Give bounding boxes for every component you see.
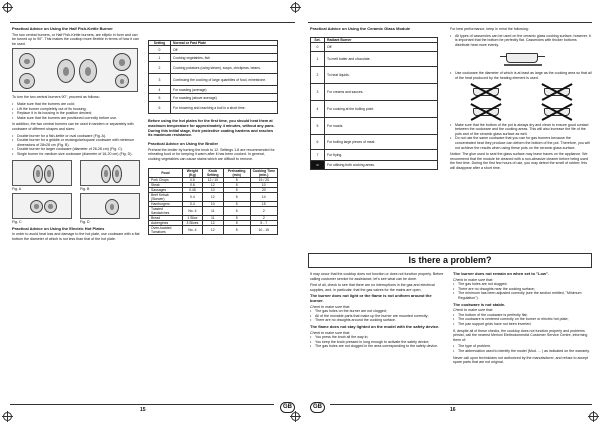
- table-cell: 5: [311, 117, 325, 134]
- problems-left-column: [310, 272, 446, 351]
- wrong-cookware-icons: [450, 83, 592, 101]
- col-header: Normal or Fast Plate: [171, 41, 278, 46]
- left-column: [12, 27, 140, 243]
- table-cell: 0.4: [183, 201, 203, 206]
- table-row: [311, 42, 438, 51]
- burner-icon: [79, 59, 97, 83]
- wrong-pan-icon: [467, 103, 505, 121]
- list-item: • Make sure that the bottom of the pot is always dry and clean to ensure good contact between the cookware and the cooking areas. This will also increase the life of the pots and of the ceramic glass surface as well.: [450, 123, 592, 137]
- registration-mark-icon: [291, 3, 300, 12]
- table-cell: 10: [202, 187, 223, 192]
- list-item: • The bottom of the cookware is perfectly flat;: [453, 313, 592, 318]
- table-cell: For browning and reaching a boil in a short time.: [171, 102, 278, 114]
- right-column: [148, 40, 278, 235]
- col-header: Radiant Burner: [325, 37, 438, 42]
- table-row: [149, 54, 278, 62]
- table-cell: Toasted Sandwiches: [149, 206, 183, 215]
- cooktop-illustration: [12, 48, 138, 92]
- problem-final: Never call upon technicians not authorized by the manufacturer, and refuse to accept spare parts that are not original.: [453, 355, 589, 365]
- table-cell: Bread: [149, 215, 183, 220]
- problem-4-more: If, despite all of these checks, the cooktop does not function properly and problems persist, call the nearest Merloni Elettrodomestici Customer Service Centre, informing them of:: [453, 328, 588, 342]
- table-cell: No. 4: [183, 206, 203, 215]
- table-cell: 5: [223, 177, 250, 182]
- page-16: [300, 0, 600, 424]
- list-item: • Double burner for larger cookware (diameter of 26-28 cm) (Fig. C).: [12, 147, 140, 152]
- problem-3-title: The burner does not remain on when set to "Low".: [453, 271, 550, 276]
- table-cell: 12: [202, 220, 223, 225]
- col-header: Weight (Kg): [183, 168, 203, 177]
- wrong-pan-icon: [467, 83, 505, 101]
- figure-a: [12, 160, 72, 192]
- list-item: • The gas holes on the burner are not clogged;: [310, 309, 446, 314]
- registration-mark-icon: [3, 3, 12, 12]
- table-row: [149, 102, 278, 114]
- header-rule: [10, 22, 295, 23]
- list-item: • The cookware is centered correctly on the burner or electric hot plate;: [453, 317, 592, 322]
- burner-icon: [105, 199, 119, 215]
- glue-notice: Notice: The glue used to seal the glass surface may leave traces on the appliance. We recommend that the module be cleaned with a non-abrasive cleaner before being used the first time. During the first few hours of use, you may detect the smell of rubber; this will disappear after a short time.: [450, 152, 589, 170]
- registration-mark-icon: [589, 412, 598, 421]
- table-cell: 5: [223, 225, 250, 234]
- fig-d-label: Fig. D: [80, 220, 90, 225]
- language-badge: GB: [310, 402, 325, 413]
- table-row: [149, 225, 278, 234]
- table-cell: For roasts.: [325, 117, 438, 134]
- list-item: • Make sure that the burners are cold;: [12, 102, 140, 107]
- table-cell: 10 - 15: [250, 225, 277, 234]
- registration-mark-icon: [291, 412, 300, 421]
- table-cell: 2: [250, 206, 277, 215]
- table-row: [311, 51, 438, 66]
- figure-b: [80, 160, 140, 192]
- table-cell: For roasting (average): [171, 86, 278, 94]
- list-item: • The type of problem.: [453, 344, 592, 349]
- radiant-burner-table: [310, 37, 438, 170]
- table-cell: For boiling large pieces of meat.: [325, 134, 438, 149]
- broiler-text: Preheat the broiler by turning the knob to 12. Settings 1-8 are recommended for reheating food or for keeping it warm after it has been cooked. In general, cooking vegetables can cause stains which are difficult to remove.: [148, 147, 275, 161]
- table-cell: Off: [171, 46, 278, 54]
- burner-icon: [30, 200, 43, 213]
- list-item: • The pan support grids have not been inverted.: [453, 322, 592, 327]
- list-item: • The abbreviation used to identify the model (Mod. ... ) as indicated on the warranty.: [453, 349, 592, 354]
- table-row: [311, 100, 438, 117]
- hf-steps-list: [12, 102, 140, 120]
- problem-1-title: The burner does not light or the flame is not uniform around the burner.: [310, 293, 432, 303]
- section-title: Is there a problem?: [308, 253, 592, 268]
- table-cell: 6: [311, 134, 325, 149]
- list-item: • Lift the burner completely out of its housing;: [12, 107, 140, 112]
- table-cell: Beef Kebab (Skewer): [149, 192, 183, 201]
- problem-4-title: The cookware is not stable.: [453, 301, 506, 307]
- table-cell: 5: [223, 187, 250, 192]
- wrong-pan-icon: [538, 103, 576, 121]
- best-perf-intro: For best performance, keep in mind the following:: [450, 27, 529, 31]
- figures-row-2: [12, 193, 140, 225]
- table-cell: 12: [202, 192, 223, 201]
- table-cell: 5: [223, 201, 250, 206]
- fig-c-label: Fig. C: [12, 220, 22, 225]
- burner-icon: [57, 59, 75, 83]
- table-cell: For utilising both cooking areas.: [325, 160, 438, 169]
- table-cell: Pork Chops: [149, 177, 183, 182]
- table-cell: For cooking at the boiling point.: [325, 100, 438, 117]
- burner-icon: [44, 165, 54, 183]
- header-rule: [308, 22, 592, 23]
- table-cell: For frying.: [325, 149, 438, 160]
- table-header-row: [149, 168, 278, 177]
- table-cell: 1: [149, 54, 171, 62]
- table-cell: 2: [311, 66, 325, 83]
- table-cell: 15: [250, 201, 277, 206]
- table-cell: 2: [149, 62, 171, 74]
- table-cell: 1 Slice: [183, 215, 203, 220]
- table-cell: 0: [311, 42, 325, 51]
- wrong-cookware-icons-2: [450, 103, 592, 121]
- list-item: • You keep the knob pressed in long enough to activate the safety device;: [310, 340, 446, 345]
- problem-2-check: Check to make sure that:: [310, 330, 350, 335]
- table-cell: Hamburgers: [149, 201, 183, 206]
- table-cell: No. 4: [183, 225, 203, 234]
- table-cell: 6: [149, 102, 171, 114]
- table-row: [149, 94, 278, 102]
- burner-icon: [112, 165, 122, 183]
- problem-1-check: Check to make sure that:: [310, 304, 350, 309]
- list-item: • Do not use the same cookware that you use for gas burners because the concentrated heat they produce can deform the bottom of the pot. Therefore, you will not achieve the results when using these pots on the ceramic glass surface.: [450, 136, 592, 150]
- table-row: [311, 149, 438, 160]
- table-cell: 5: [223, 192, 250, 201]
- col-header: Set.: [311, 37, 325, 42]
- table-cell: For roasting (above average): [171, 94, 278, 102]
- table-cell: 20: [250, 187, 277, 192]
- table-row: [311, 83, 438, 100]
- list-item: • There are no draughts near the cooking surface;: [453, 287, 592, 292]
- list-item: • Single burner for medium size cookware (diameter of 16-20 cm) (Fig. D).: [12, 152, 140, 157]
- table-row: [149, 192, 278, 201]
- table-row: [149, 177, 278, 182]
- list-item: • Double burner for a fish-kettle or oval cookware (Fig. A).: [12, 134, 140, 139]
- table-cell: 0.45: [183, 187, 203, 192]
- table-cell: Cooking potatoes (using steam), soups, chickpeas, beans.: [171, 62, 278, 74]
- table-cell: 3 Slices: [183, 220, 203, 225]
- table-row: [149, 86, 278, 94]
- hf-options-list: [12, 134, 140, 157]
- problem-first: First of all, check to see that there are no interruptions in the gas and electrical supplies, and, in particular, that the gas valves for the mains are open.: [310, 283, 435, 292]
- broiler-food-table: [148, 168, 278, 235]
- table-cell: 12 / 10: [202, 177, 223, 182]
- col-header: Food: [149, 168, 183, 177]
- table-cell: 5: [223, 220, 250, 225]
- right-column: [450, 27, 592, 173]
- table-cell: Continuing the cooking of large quantities of food, minestrone.: [171, 74, 278, 86]
- table-cell: 3: [149, 74, 171, 86]
- hf-addition: In addition, the two central burners can be used in tandem or separately with cookware of different shapes and sizes:: [12, 122, 134, 131]
- table-cell: 10: [202, 201, 223, 206]
- broiler-title: Practical Advice on Using the Broiler: [148, 141, 219, 147]
- table-cell: 5: [223, 215, 250, 220]
- table-cell: 5: [149, 94, 171, 102]
- problem-3-check: Check to make sure that:: [453, 277, 493, 282]
- registration-mark-icon: [3, 412, 12, 421]
- footer-rule: [10, 404, 274, 405]
- table-cell: Oven-toasted Tomatoes: [149, 225, 183, 234]
- wrong-pan-icon: [538, 83, 576, 101]
- col-header: Cooking Time (min.): [250, 168, 277, 177]
- table-cell: 0: [149, 46, 171, 54]
- table-cell: Cooking vegetables, fish: [171, 54, 278, 62]
- col-header: Knob Setting: [202, 168, 223, 177]
- table-cell: 1: [311, 51, 325, 66]
- list-item: • All types of casseroles can be used on the ceramic glass cooking surface; however, it is important that the bottom be perfectly flat. Casseroles with thicker bottoms distribute heat more evenly.: [450, 34, 592, 48]
- pan-icon: [500, 49, 546, 69]
- table-cell: 7: [311, 149, 325, 160]
- table-cell: 2: [250, 215, 277, 220]
- col-header: Preheating (min): [223, 168, 250, 177]
- burner-icon: [101, 165, 111, 183]
- burner-icon: [19, 53, 35, 69]
- problem-2-title: The flame does not stay lighted on the model with the safety device.: [310, 323, 440, 329]
- table-row: [311, 117, 438, 134]
- hf-title: Practical Advice on Using the Half Fish-Kettle Burner: [12, 26, 113, 31]
- table-cell: Steak: [149, 182, 183, 187]
- table-cell: ••: [311, 160, 325, 169]
- left-column: [310, 27, 440, 170]
- table-cell: 4: [149, 86, 171, 94]
- ep-title: Practical Advice on Using the Electric Hot Plates: [12, 225, 105, 231]
- problems-right-column: [453, 272, 592, 367]
- page-number: 16: [450, 407, 456, 413]
- table-cell: Sausages: [149, 187, 183, 192]
- footer-rule: [330, 404, 592, 405]
- list-item: • You press the knob all the way in;: [310, 335, 446, 340]
- burner-icon: [33, 165, 43, 183]
- table-cell: 14: [250, 192, 277, 201]
- problem-intro: It may occur that the cooktop does not function or does not function properly. Before calling customer service for assistance, let's see what can be done.: [310, 272, 444, 281]
- table-cell: 3: [311, 83, 325, 100]
- table-row: [149, 46, 278, 54]
- fig-a-label: Fig. A: [12, 186, 22, 191]
- burner-icon: [19, 73, 35, 89]
- fig-b-label: Fig. B: [80, 186, 90, 191]
- table-row: [149, 206, 278, 215]
- table-cell: To heat liquids.: [325, 66, 438, 83]
- cg-title: Practical Advice on Using the Ceramic Glass Module: [310, 26, 411, 31]
- list-item: • The gas holes are not clogged;: [453, 282, 592, 287]
- figure-d: [80, 193, 140, 225]
- list-item: • Replace it in its housing in the position desired;: [12, 111, 140, 116]
- table-cell: 11: [202, 215, 223, 220]
- page-number: 15: [140, 407, 146, 413]
- table-cell: 0.6: [183, 182, 203, 187]
- table-row: [149, 74, 278, 86]
- hf-intro: The two central burners, or Half Fish-Kettle burners, are elliptic in form and can be turned up to 90°. This makes the cooktop more flexible in terms of how it can be used.: [12, 32, 139, 46]
- setting-table: [148, 40, 278, 114]
- table-row: [311, 134, 438, 149]
- burner-icon: [115, 74, 129, 88]
- table-row: [311, 160, 438, 169]
- table-cell: To melt butter and chocolate.: [325, 51, 438, 66]
- first-use-note: Before using the hot plates for the first time, you should heat them at maximum temperature for approximately 4 minutes, without any pans. During this initial stage, their protective coating hardens and reaches its maximum resistance.: [148, 119, 275, 138]
- list-item: • Double burner for a griddle or rectangular/square cookware with minimum dimensions of 28x28 cm (Fig. B).: [12, 138, 140, 147]
- list-item: • There are no draughts around the cooking surface.: [310, 318, 446, 323]
- table-row: [149, 62, 278, 74]
- table-cell: 5: [223, 206, 250, 215]
- language-badge: GB: [280, 402, 295, 413]
- table-cell: 11: [202, 206, 223, 215]
- table-cell: 10: [250, 182, 277, 187]
- list-item: • All of the movable parts that make up the burner are mounted correctly;: [310, 314, 446, 319]
- best-perf-list: [450, 34, 592, 48]
- problem-4-check: Check to make sure that:: [453, 308, 493, 313]
- table-row: [311, 66, 438, 83]
- figures-row-1: [12, 160, 140, 192]
- burner-icon: [113, 53, 131, 71]
- table-cell: 4: [311, 100, 325, 117]
- table-cell: 15 / 20: [250, 177, 277, 182]
- table-cell: 0.5: [183, 177, 203, 182]
- list-item: • Make sure that the burners are positioned correctly before use.: [12, 116, 140, 121]
- burner-icon: [44, 200, 57, 213]
- list-item: • The minimum has been adjusted correctly (see the section entitled, "Minimum Regulation").: [453, 291, 592, 300]
- table-cell: 0.4: [183, 192, 203, 201]
- figure-c: [12, 193, 72, 225]
- list-item: • The gas holes are not clogged in the area corresponding to the safety device.: [310, 344, 446, 349]
- table-cell: 12: [202, 182, 223, 187]
- table-cell: 12: [202, 225, 223, 234]
- table-cell: 5: [223, 182, 250, 187]
- table-cell: Off: [325, 42, 438, 51]
- table-cell: Aubergines: [149, 220, 183, 225]
- col-header: Setting: [149, 41, 171, 46]
- table-cell: For creams and sauces.: [325, 83, 438, 100]
- table-cell: 5 - 7: [250, 220, 277, 225]
- ep-text: In order to avoid heat loss and damage to the hot plate, use cookware with a flat bottom the diameter of which is not less than that of the hot plate.: [12, 232, 140, 241]
- hf-turn: To turn the two central burners 90°, proceed as follows:: [12, 95, 100, 100]
- list-item: • Use cookware the diameter of which is at least as large as the cooking area so that all of the heat produced by the heating element is used.: [450, 71, 592, 80]
